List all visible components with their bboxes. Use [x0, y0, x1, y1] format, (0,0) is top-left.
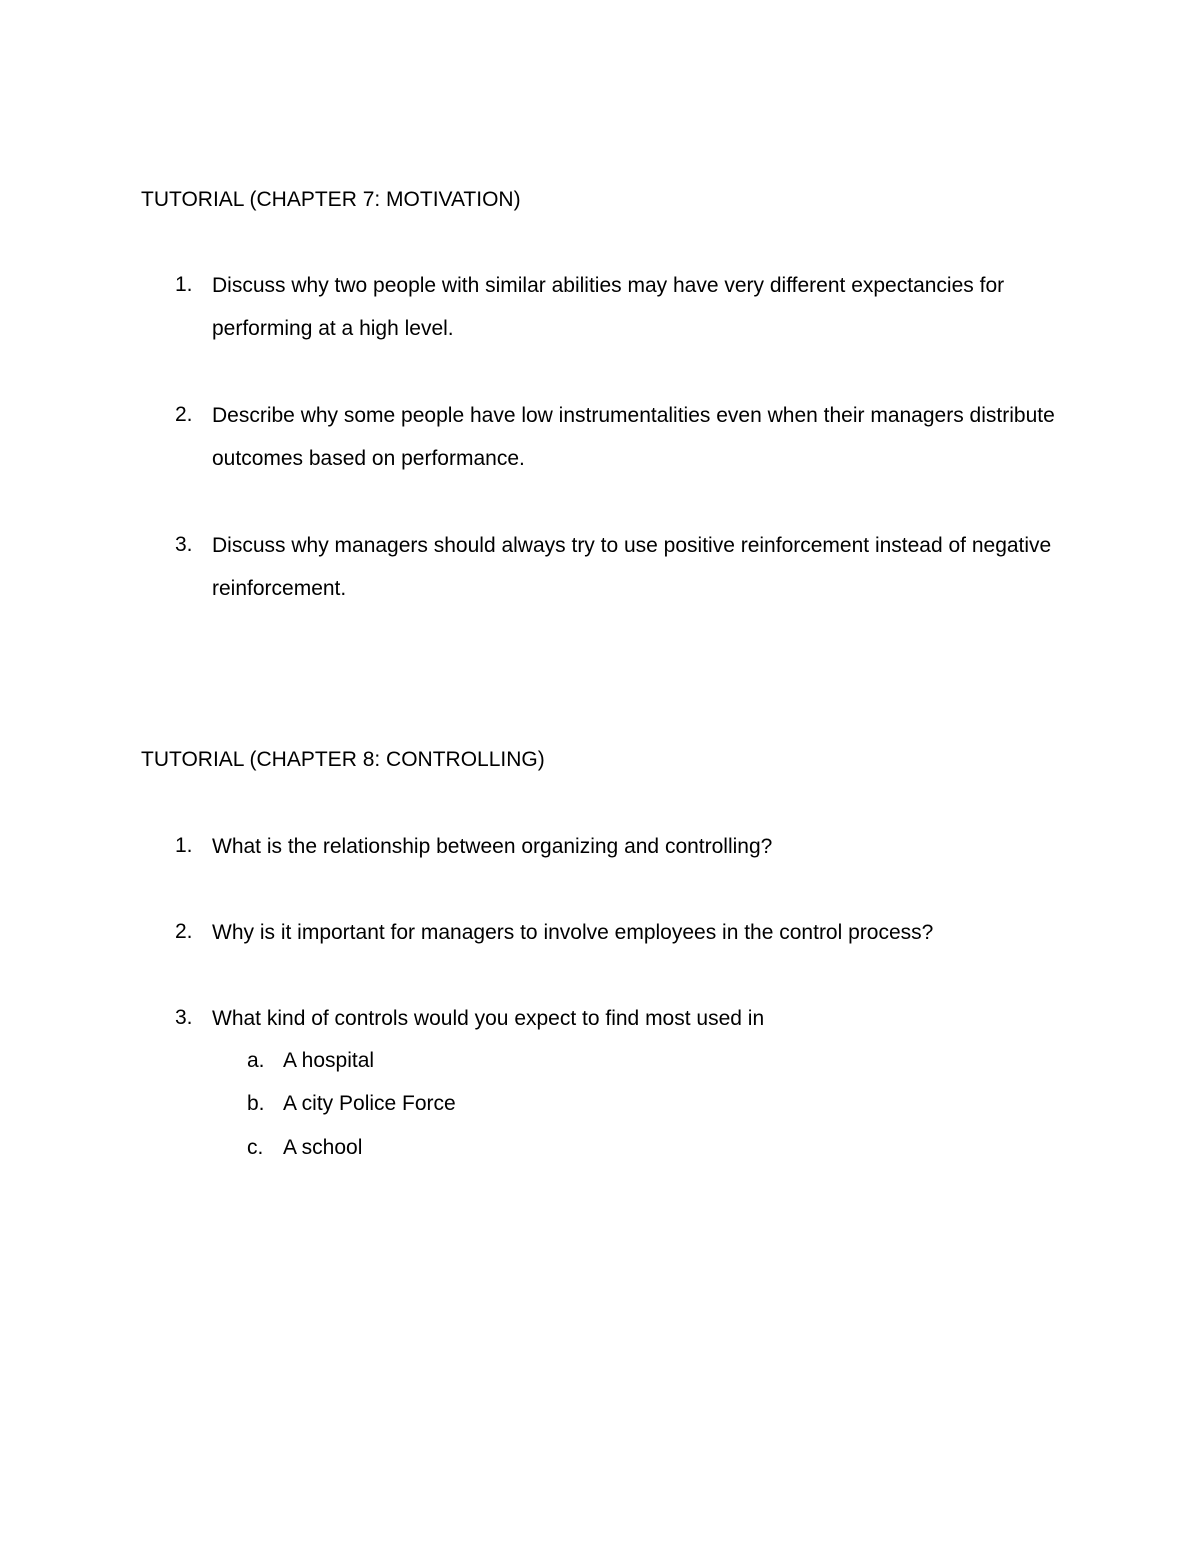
- question-text: What kind of controls would you expect to find most used in: [212, 1007, 765, 1030]
- question-text: Why is it important for managers to involve employees in the control process?: [212, 921, 934, 944]
- question-number: 3.: [175, 533, 193, 556]
- sub-item-text: A hospital: [283, 1049, 375, 1072]
- question-number: 1.: [175, 273, 193, 296]
- question-text: What is the relationship between organizing and controlling?: [212, 835, 773, 858]
- sub-item-letter: a.: [247, 1049, 265, 1072]
- sub-item-text: A school: [283, 1136, 363, 1159]
- question-text: Describe why some people have low instrumentalities even when their managers distribute outcomes based on performance.: [212, 404, 1055, 470]
- question-number: 2.: [175, 403, 193, 426]
- sub-item-letter: b.: [247, 1092, 265, 1115]
- section-heading-chapter-8: TUTORIAL (CHAPTER 8: CONTROLLING): [141, 748, 545, 771]
- question-text: Discuss why two people with similar abilities may have very different expectancies for performing at a high level.: [212, 274, 1005, 340]
- sub-item-letter: c.: [247, 1136, 264, 1159]
- question-number: 1.: [175, 834, 193, 857]
- question-number: 3.: [175, 1006, 193, 1029]
- question-number: 2.: [175, 920, 193, 943]
- question-text: Discuss why managers should always try to use positive reinforcement instead of negative reinforcement.: [212, 534, 1052, 600]
- sub-item-text: A city Police Force: [283, 1092, 456, 1115]
- section-heading-chapter-7: TUTORIAL (CHAPTER 7: MOTIVATION): [141, 188, 521, 211]
